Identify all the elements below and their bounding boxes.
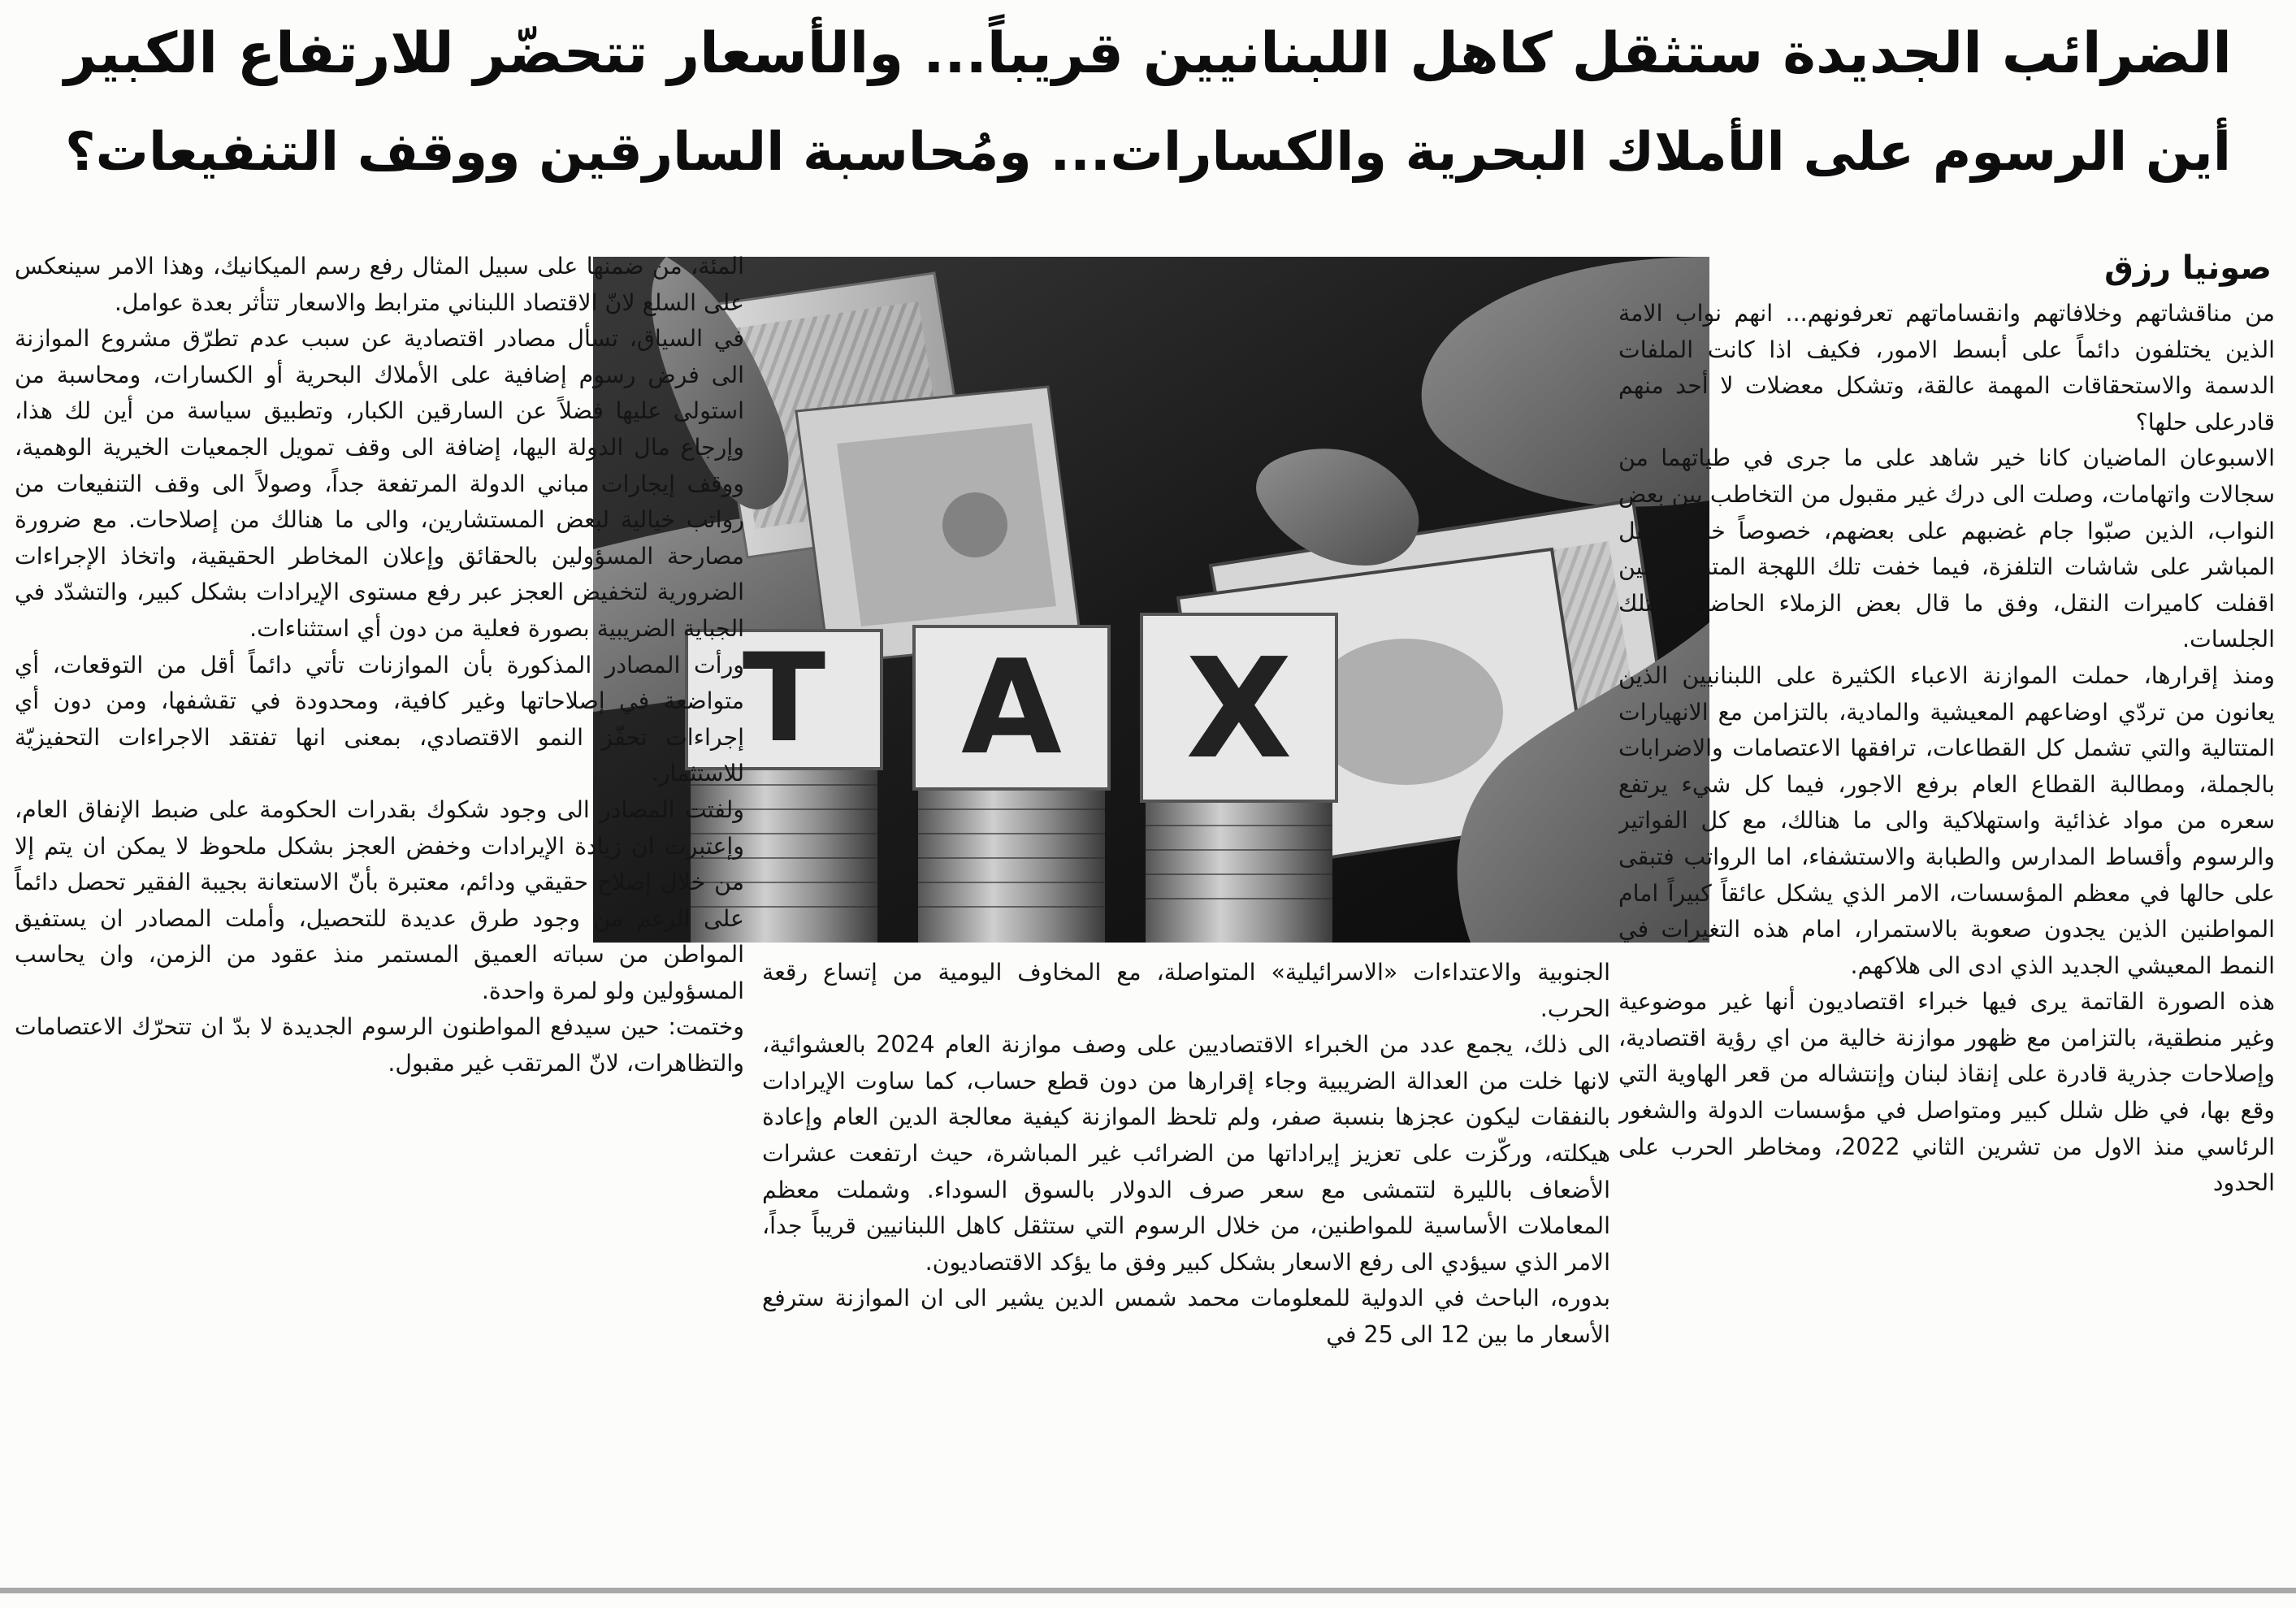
paragraph: بدوره، الباحث في الدولية للمعلومات محمد شمس الدين يشير الى ان الموازنة سترفع الأسعار ما بين 12 الى 25 في	[762, 1285, 1610, 1348]
svg-text:A: A	[961, 631, 1062, 783]
paragraph: ومنذ إقرارها، حملت الموازنة الاعباء الكثيرة على اللبنانيين الذين يعانون من تردّي اوضاعهم المعيشية والمادية، بالتزامن مع الانهيارات المتتالية والتي تشمل كل القطاعات، ترافقها الاعتصامات والاضرابات بالجملة، ومطالبة القطاع العام برفع الاجور، فيما كل شيء يرتفع سعره من مواد غذائية واستهلاكية والى ما هنالك، مع كل الفواتير والرسوم وأقساط المدارس والطبابة والاستشفاء، اما الرواتب فتبقى على حالها في معظم المؤسسات، الامر الذي يشكل عائقاً كبيراً امام المواطنين الذين يجدون صعوبة بالاستمرار، امام هذه التغيرات في النمط المعيشي الجديد الذي ادى الى هلاكهم.	[1618, 661, 2275, 979]
main-headline: الضرائب الجديدة ستثقل كاهل اللبنانيين قريباً... والأسعار تتحضّر للارتفاع الكبير	[64, 21, 2232, 86]
svg-text:X: X	[1185, 629, 1293, 790]
article-column-right	[1618, 296, 2275, 1571]
article-column-middle	[762, 955, 1610, 1580]
sub-headline: أين الرسوم على الأملاك البحرية والكسارات... ومُحاسبة السارقين ووقف التنفيعات؟	[64, 122, 2232, 183]
paragraph: هذه الصورة القاتمة يرى فيها خبراء اقتصاديون أنها غير موضوعية وغير منطقية، بالتزامن مع ظهور موازنة خالية من اي رؤية اقتصادية، وإصلاحات جذرية قادرة على إنقاذ لبنان وإنتشاله من قعر الهاوية التي وقع بها، في ظل شلل كبير ومتواصل في مؤسسات الدولة والشغور الرئاسي منذ الاول من تشرين الثاني 2022، ومخاطر الحرب على الحدود	[1618, 988, 2275, 1197]
paragraph: في السياق، تسأل مصادر اقتصادية عن سبب عدم تطرّق مشروع الموازنة الى فرض رسوم إضافية على الأملاك البحرية أو الكسارات، ومحاسبة من استولى عليها فضلاً عن السارقين الكبار، وتطبيق سياسة من أين لك هذا، وإرجاع مال الدولة اليها، إضافة الى وقف تمويل الجمعيات الخيرية الوهمية، ووقف إيجارات مباني الدولة المرتفعة جداً، وصولاً الى وقف التنفيعات من رواتب خيالية لبعض المستشارين، والى ما هنالك من إصلاحات. مع ضرورة مصارحة المسؤولين بالحقائق وإعلان المخاطر الحقيقية، واتخاذ الإجراءات الضرورية لتخفيض العجز عبر رفع مستوى الإيرادات بشكل كبير، والتشدّد في الجباية الضريبية بصورة فعلية من دون أي استثناءات.	[15, 325, 744, 642]
paragraph: ولفتت المصادر الى وجود شكوك بقدرات الحكومة على ضبط الإنفاق العام، وإعتبرت ان زيادة الإيرادات وخفض العجز بشكل ملحوظ لا يمكن ان يتم إلا من خلال إصلاح حقيقي ودائم، معتبرة بأنّ الاستعانة بجيبة الفقير تحصل دائماً على الرغم من وجود طرق عديدة للتحصيل، وأملت المصادر ان يستفيق المواطن من سباته العميق المستمر منذ عقود من الزمن، وان يحاسب المسؤولين ولو لمرة واحدة.	[15, 795, 744, 1004]
paragraph: المئة، من ضمنها على سبيل المثال رفع رسم الميكانيك، وهذا الامر سينعكس على السلع لانّ الاقتصاد اللبناني مترابط والاسعار تتأثر بعدة عوامل.	[15, 253, 744, 316]
author-byline: صونيا رزق	[2104, 249, 2272, 287]
bottom-rule	[0, 1588, 2296, 1593]
paragraph: الاسبوعان الماضيان كانا خير شاهد على ما جرى في طياتهما من سجالات واتهامات، وصلت الى درك غير مقبول من التخاطب بين بعض النواب، الذين صبّوا جام غضبهم على بعضهم، خصوصاً خلال النقل المباشر على شاشات التلفزة، فيما خفت تلك اللهجة المتبادلة حين اقفلت كاميرات النقل، وفق ما قال بعض الزملاء الحاضرين لتلك الجلسات.	[1618, 444, 2275, 653]
svg-text:T: T	[742, 628, 826, 769]
paragraph: الى ذلك، يجمع عدد من الخبراء الاقتصاديين على وصف موازنة العام 2024 بالعشوائية، لانها خلت من العدالة الضريبية وجاء إقرارها من دون قطع حساب، كما ساوت الإيرادات بالنفقات ليكون عجزها بنسبة صفر، ولم تلحظ الموازنة كيفية معالجة الدين العام وإعادة هيكلته، وركّزت على تعزيز إيراداتها من الضرائب غير المباشرة، حيث ارتفعت عشرات الأضعاف بالليرة لتتمشى مع سعر صرف الدولار بالسوق السوداء. وشملت معظم المعاملات الأساسية للمواطنين، من خلال الرسوم التي ستثقل كاهل اللبنانيين قريباً جداً، الامر الذي سيؤدي الى رفع الاسعار بشكل كبير وفق ما يؤكد الاقتصاديون.	[762, 1031, 1610, 1276]
tax-tile-a	[914, 626, 1109, 789]
article-photo	[593, 257, 1709, 943]
paragraph: الجنوبية والاعتداءات «الاسرائيلية» المتواصلة، مع المخاوف اليومية من إتساع رقعة الحرب.	[762, 959, 1610, 1022]
article-column-left	[15, 249, 744, 1581]
paragraph: من مناقشاتهم وخلافاتهم وانقساماتهم تعرفونهم... انهم نواب الامة الذين يختلفون دائماً على أبسط الامور، فكيف اذا كانت الملفات الدسمة والاستحقاقات المهمة عالقة، وتشكل معضلات لا أحد منهم قادرعلى حلها؟	[1618, 300, 2275, 436]
paragraph: وختمت: حين سيدفع المواطنون الرسوم الجديدة لا بدّ ان تتحرّك الاعتصامات والتظاهرات، لانّ المرتقب غير مقبول.	[15, 1013, 744, 1077]
tax-tile-x	[1142, 614, 1336, 801]
paragraph: ورأت المصادر المذكورة بأن الموازنات تأتي دائماً أقل من التوقعات، أي متواضعة في إصلاحاتها وغير كافية، ومحدودة في تقشفها، ومن دون أي إجراءات تحفّز النمو الاقتصادي، بمعنى انها تفتقد الاجراءات التحفيزيّة للاستثمار.	[15, 651, 744, 787]
